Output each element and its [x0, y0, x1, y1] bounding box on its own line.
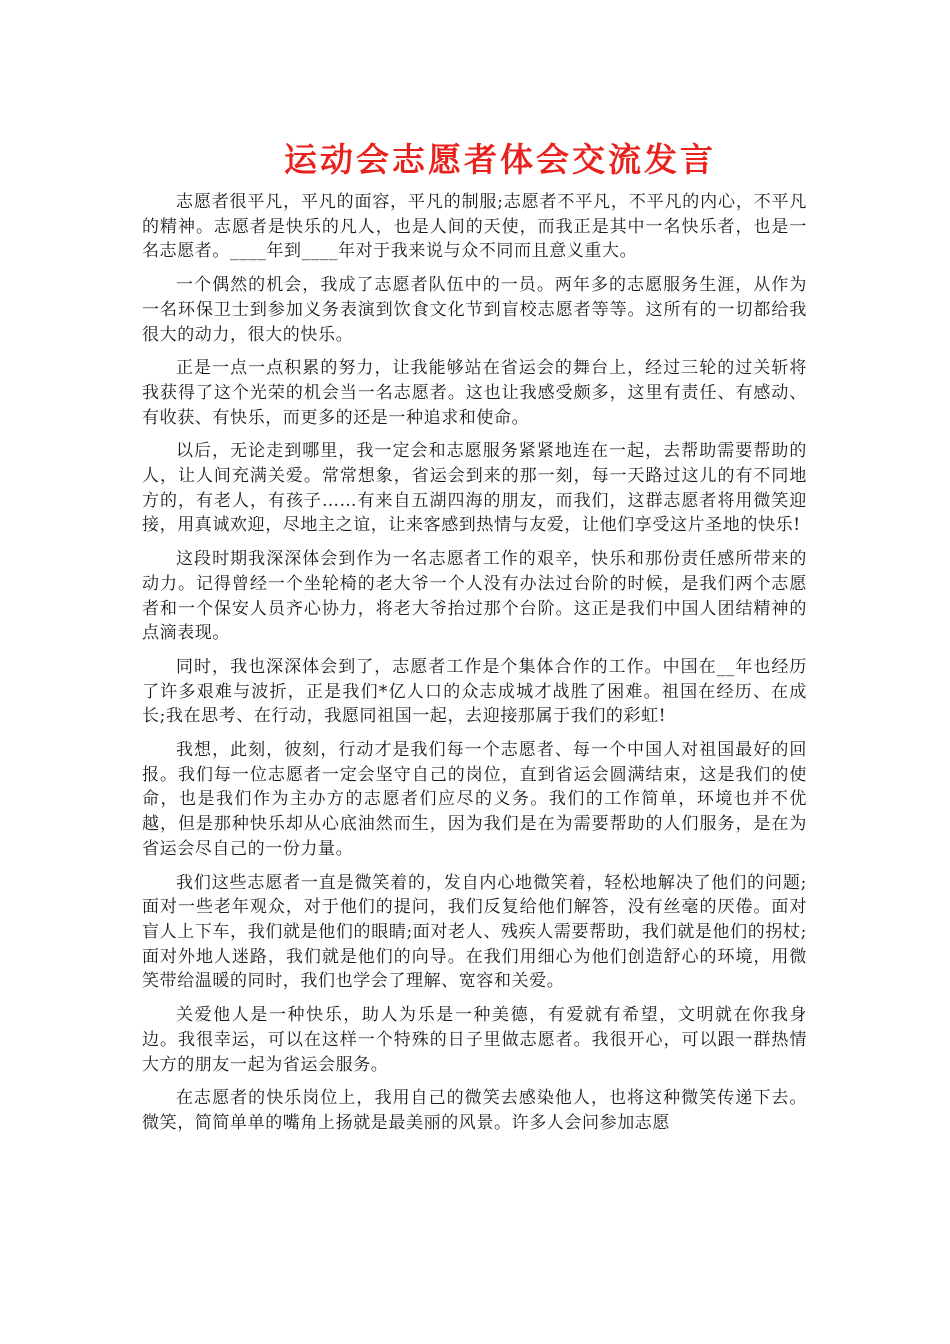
paragraph: 以后，无论走到哪里，我一定会和志愿服务紧紧地连在一起，去帮助需要帮助的人，让人间充满关爱。常常想象，省运会到来的那一刻，每一天路过这儿的有不同地方的，有老人，有孩子……有来自五湖四海的朋友，而我们，这群志愿者将用微笑迎接，用真诚欢迎，尽地主之谊，让来客感到热情与友爱，让他们享受这片圣地的快乐!: [142, 441, 807, 536]
paragraph: 志愿者很平凡，平凡的面容，平凡的制服;志愿者不平凡，不平凡的内心，不平凡的精神。志愿者是快乐的凡人，也是人间的天使，而我正是其中一名快乐者，也是一名志愿者。____年到____年对于我来说与众不同而且意义重大。: [142, 192, 807, 262]
document-title: 运动会志愿者体会交流发言: [284, 140, 716, 179]
paragraph: 同时，我也深深体会到了，志愿者工作是个集体合作的工作。中国在__年也经历了许多艰难与波折，正是我们*亿人口的众志成城才战胜了困难。祖国在经历、在成长;我在思考、在行动，我愿同祖国一起，去迎接那属于我们的彩虹!: [142, 656, 807, 727]
paragraph: 正是一点一点积累的努力，让我能够站在省运会的舞台上，经过三轮的过关斩将我获得了这个光荣的机会当一名志愿者。这也让我感受颇多，这里有责任、有感动、有收获、有快乐，而更多的还是一种追求和使命。: [142, 358, 807, 428]
document-body: [142, 190, 807, 1145]
paragraph: 一个偶然的机会，我成了志愿者队伍中的一员。两年多的志愿服务生涯，从作为一名环保卫士到参加义务表演到饮食文化节到盲校志愿者等等。这所有的一切都给我很大的动力，很大的快乐。: [142, 275, 807, 345]
paragraph: 在志愿者的快乐岗位上，我用自己的微笑去感染他人，也将这种微笑传递下去。微笑，简简单单的嘴角上扬就是最美丽的风景。许多人会问参加志愿: [142, 1088, 807, 1133]
paragraph: 我想，此刻，彼刻，行动才是我们每一个志愿者、每一个中国人对祖国最好的回报。我们每一位志愿者一定会坚守自己的岗位，直到省运会圆满结束，这是我们的使命，也是我们作为主办方的志愿者们应尽的义务。我们的工作简单，环境也并不优越，但是那种快乐却从心底油然而生，因为我们是在为需要帮助的人们服务，是在为省运会尽自己的一份力量。: [142, 740, 807, 859]
paragraph: 关爱他人是一种快乐，助人为乐是一种美德，有爱就有希望，文明就在你我身边。我很幸运，可以在这样一个特殊的日子里做志愿者。我很开心，可以跟一群热情大方的朋友一起为省运会服务。: [142, 1005, 807, 1075]
paragraph: 这段时期我深深体会到作为一名志愿者工作的艰辛，快乐和那份责任感所带来的动力。记得曾经一个坐轮椅的老大爷一个人没有办法过台阶的时候，是我们两个志愿者和一个保安人员齐心协力，将老大爷抬过那个台阶。这正是我们中国人团结精神的点滴表现。: [142, 549, 807, 644]
paragraph: 我们这些志愿者一直是微笑着的，发自内心地微笑着，轻松地解决了他们的问题;面对一些老年观众，对于他们的提问，我们反复给他们解答，没有丝毫的厌倦。面对盲人上下车，我们就是他们的眼睛;面对老人、残疾人需要帮助，我们就是他们的拐杖;面对外地人迷路，我们就是他们的向导。在我们用细心为他们创造舒心的环境，用微笑带给温暖的同时，我们也学会了理解、宽容和关爱。: [142, 872, 807, 992]
